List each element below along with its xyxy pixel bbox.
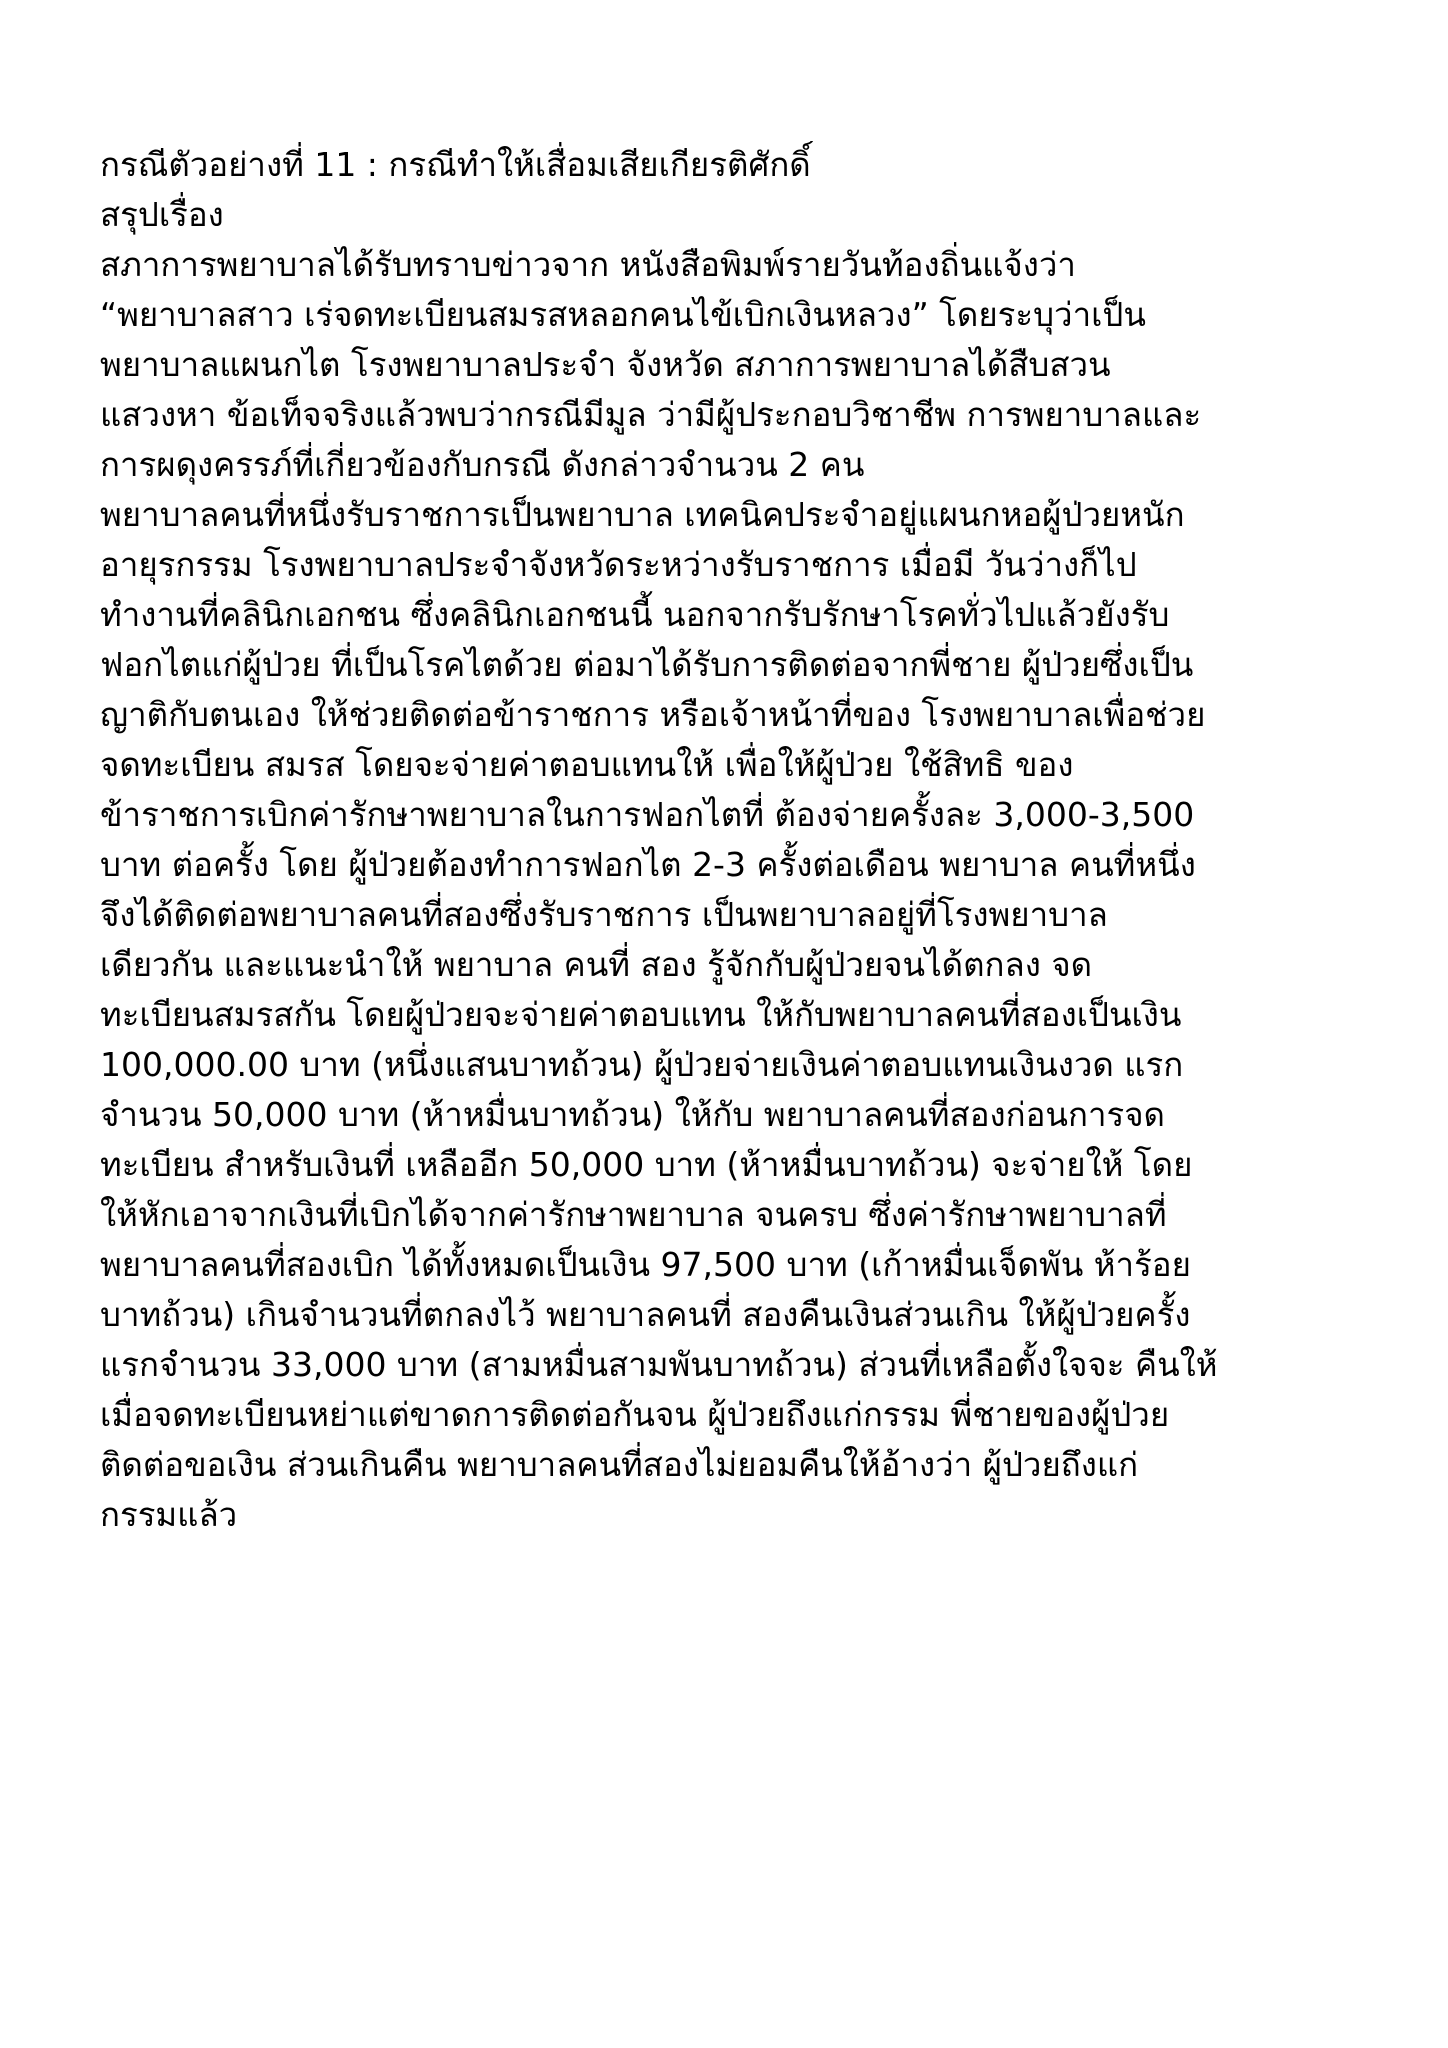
paragraph-line: ทำงานที่คลินิกเอกชน ซึ่งคลินิกเอกชนนี้ นอกจากรับรักษาโรคทั่วไปแล้วยังรับ xyxy=(100,595,1170,634)
paragraph-line: จึงได้ติดต่อพยาบาลคนที่สองซึ่งรับราชการ เป็นพยาบาลอยู่ที่โรงพยาบาล xyxy=(100,895,1108,934)
paragraph-line: บาทถ้วน) เกินจำนวนที่ตกลงไว้ พยาบาลคนที่ สองคืนเงินส่วนเกิน ให้ผู้ป่วยครั้ง xyxy=(100,1295,1191,1334)
paragraph-line: กรรมแล้ว xyxy=(100,1495,238,1534)
paragraph-line: เมื่อจดทะเบียนหย่าแต่ขาดการติดต่อกันจน ผู้ป่วยถึงแก่กรรม พี่ชายของผู้ป่วย xyxy=(100,1395,1170,1434)
paragraph-line: 100,000.00 บาท (หนึ่งแสนบาทถ้วน) ผู้ป่วยจ่ายเงินค่าตอบแทนเงินงวด แรก xyxy=(100,1045,1184,1084)
paragraph-line: ฟอกไตแก่ผู้ป่วย ที่เป็นโรคไตด้วย ต่อมาได้รับการติดต่อจากพี่ชาย ผู้ป่วยซึ่งเป็น xyxy=(100,645,1194,684)
paragraph-line: พยาบาลคนที่หนึ่งรับราชการเป็นพยาบาล เทคนิคประจำอยู่แผนกหอผู้ป่วยหนัก xyxy=(100,495,1185,534)
paragraph-line: พยาบาลแผนกไต โรงพยาบาลประจำ จังหวัด สภาการพยาบาลได้สืบสวน xyxy=(100,345,1111,384)
paragraph-line: จดทะเบียน สมรส โดยจะจ่ายค่าตอบแทนให้ เพื่อให้ผู้ป่วย ใช้สิทธิ ของ xyxy=(100,745,1074,784)
paragraph-line: “พยาบาลสาว เร่จดทะเบียนสมรสหลอกคนไข้เบิกเงินหลวง” โดยระบุว่าเป็น xyxy=(100,295,1146,334)
paragraph-line: ข้าราชการเบิกค่ารักษาพยาบาลในการฟอกไตที่ ต้องจ่ายครั้งละ 3,000-3,500 xyxy=(100,795,1195,834)
paragraph-line: การผดุงครรภ์ที่เกี่ยวข้องกับกรณี ดังกล่าวจำนวน 2 คน xyxy=(100,445,865,484)
paragraph-line: แสวงหา ข้อเท็จจริงแล้วพบว่ากรณีมีมูล ว่ามีผู้ประกอบวิชาชีพ การพยาบาลและ xyxy=(100,395,1202,434)
paragraph-line: อายุรกรรม โรงพยาบาลประจำจังหวัดระหว่างรับราชการ เมื่อมี วันว่างก็ไป xyxy=(100,545,1137,584)
paragraph-line: เดียวกัน และแนะนำให้ พยาบาล คนที่ สอง รู้จักกับผู้ป่วยจนได้ตกลง จด xyxy=(100,945,1093,984)
paragraph-line: พยาบาลคนที่สองเบิก ได้ทั้งหมดเป็นเงิน 97,500 บาท (เก้าหมื่นเจ็ดพัน ห้าร้อย xyxy=(100,1245,1191,1284)
paragraph-line: ให้หักเอาจากเงินที่เบิกได้จากค่ารักษาพยาบาล จนครบ ซึ่งค่ารักษาพยาบาลที่ xyxy=(100,1195,1167,1234)
document-title: กรณีตัวอย่างที่ 11 : กรณีทำให้เสื่อมเสียเกียรติศักดิ์ xyxy=(100,145,811,184)
paragraph-line: ทะเบียน สำหรับเงินที่ เหลืออีก 50,000 บาท (ห้าหมื่นบาทถ้วน) จะจ่ายให้ โดย xyxy=(100,1145,1193,1184)
document-subtitle: สรุปเรื่อง xyxy=(100,195,224,234)
paragraph-line: ติดต่อขอเงิน ส่วนเกินคืน พยาบาลคนที่สองไม่ยอมคืนให้อ้างว่า ผู้ป่วยถึงแก่ xyxy=(100,1445,1139,1484)
paragraph-line: ทะเบียนสมรสกัน โดยผู้ป่วยจะจ่ายค่าตอบแทน ให้กับพยาบาลคนที่สองเป็นเงิน xyxy=(100,995,1182,1034)
paragraph-line: ญาติกับตนเอง ให้ช่วยติดต่อข้าราชการ หรือเจ้าหน้าที่ของ โรงพยาบาลเพื่อช่วย xyxy=(100,695,1206,734)
document-body xyxy=(100,140,1400,1540)
paragraph-line: บาท ต่อครั้ง โดย ผู้ป่วยต้องทำการฟอกไต 2-3 ครั้งต่อเดือน พยาบาล คนที่หนึ่ง xyxy=(100,845,1196,884)
paragraph-line: แรกจำนวน 33,000 บาท (สามหมื่นสามพันบาทถ้วน) ส่วนที่เหลือตั้งใจจะ คืนให้ xyxy=(100,1345,1218,1384)
paragraph-line: สภาการพยาบาลได้รับทราบข่าวจาก หนังสือพิมพ์รายวันท้องถิ่นแจ้งว่า xyxy=(100,245,1076,284)
paragraph-line: จำนวน 50,000 บาท (ห้าหมื่นบาทถ้วน) ให้กับ พยาบาลคนที่สองก่อนการจด xyxy=(100,1095,1165,1134)
